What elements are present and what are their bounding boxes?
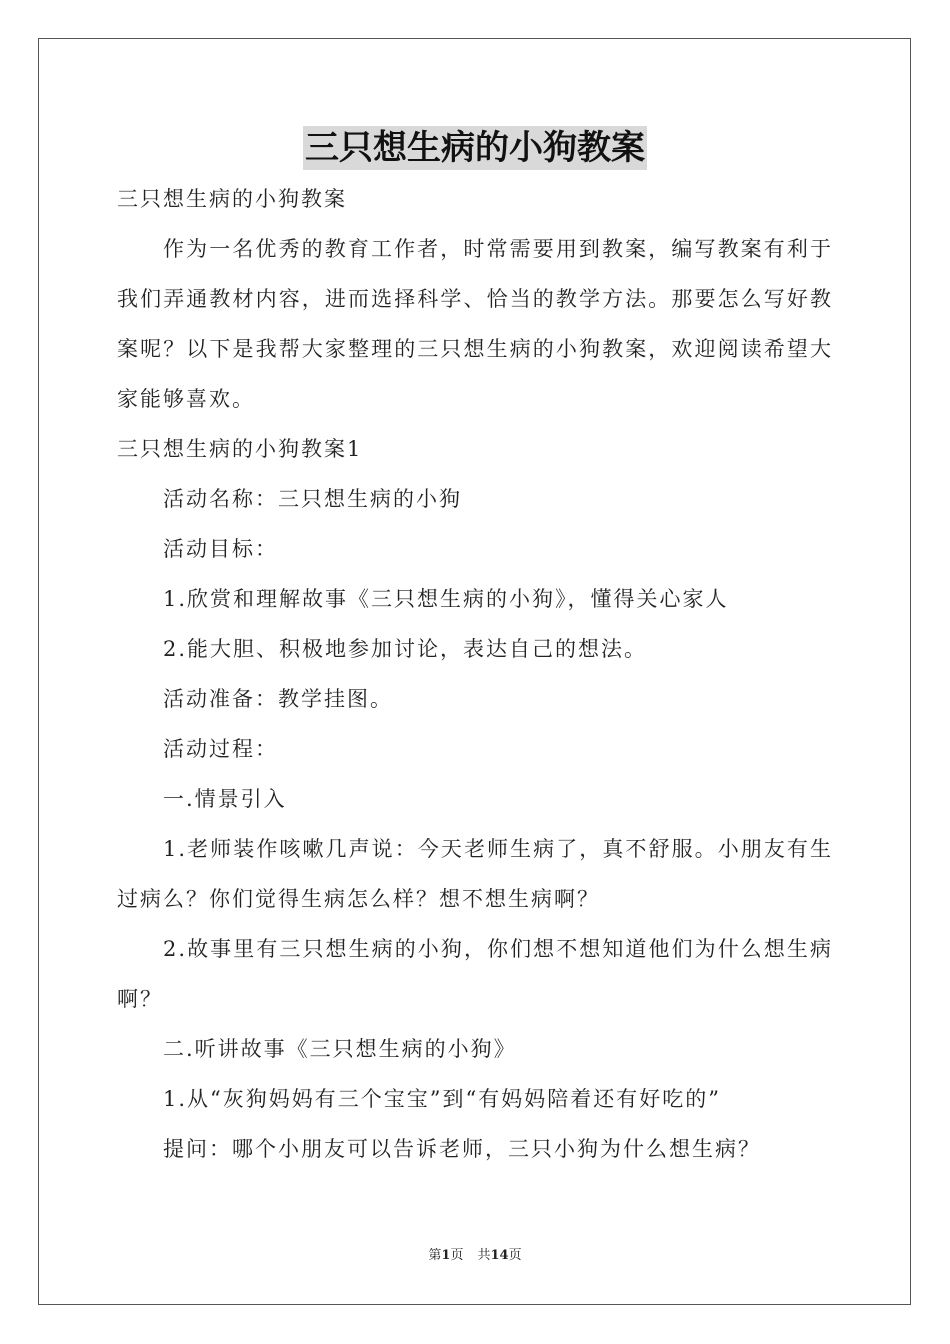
page-suffix: 页 — [450, 1248, 464, 1263]
step-heading-2: 二.听讲故事《三只想生病的小狗》 — [163, 1037, 517, 1061]
document-title: 三只想生病的小狗教案 — [305, 128, 645, 168]
subtitle-paragraph: 三只想生病的小狗教案 — [117, 187, 347, 211]
activity-goals-label: 活动目标： — [163, 537, 278, 561]
step-paragraph-1: 1.老师装作咳嗽几声说：今天老师生病了，真不舒服。小朋友有生过病么？你们觉得生病怎么样？想不想生病啊？ — [117, 837, 833, 911]
story-part-1: 1.从“灰狗妈妈有三个宝宝”到“有妈妈陪着还有好吃的” — [163, 1087, 721, 1111]
goal-item-1: 1.欣赏和理解故事《三只想生病的小狗》，懂得关心家人 — [163, 587, 729, 611]
step-paragraph-2: 2.故事里有三只想生病的小狗，你们想不想知道他们为什么想生病啊？ — [117, 937, 833, 1011]
activity-name: 活动名称：三只想生病的小狗 — [163, 487, 462, 511]
section-heading: 三只想生病的小狗教案1 — [117, 437, 363, 461]
total-prefix: 共 — [477, 1248, 491, 1263]
page-number: 1 — [441, 1248, 451, 1263]
intro-paragraph: 作为一名优秀的教育工作者，时常需要用到教案，编写教案有利于我们弄通教材内容，进而选择科学、恰当的教学方法。那要怎么写好教案呢？以下是我帮大家整理的三只想生病的小狗教案，欢迎阅读希望大家能够喜欢。 — [117, 237, 833, 411]
total-pages: 14 — [490, 1248, 509, 1263]
page-prefix: 第 — [428, 1248, 442, 1263]
total-suffix: 页 — [508, 1248, 522, 1263]
activity-process-label: 活动过程： — [163, 737, 278, 761]
document-body — [117, 174, 833, 1174]
question-paragraph: 提问：哪个小朋友可以告诉老师，三只小狗为什么想生病？ — [163, 1137, 761, 1161]
step-heading-1: 一.情景引入 — [163, 787, 287, 811]
page-footer — [0, 1244, 950, 1263]
title-container — [0, 126, 950, 170]
activity-preparation: 活动准备：教学挂图。 — [163, 687, 393, 711]
goal-item-2: 2.能大胆、积极地参加讨论，表达自己的想法。 — [163, 637, 648, 661]
